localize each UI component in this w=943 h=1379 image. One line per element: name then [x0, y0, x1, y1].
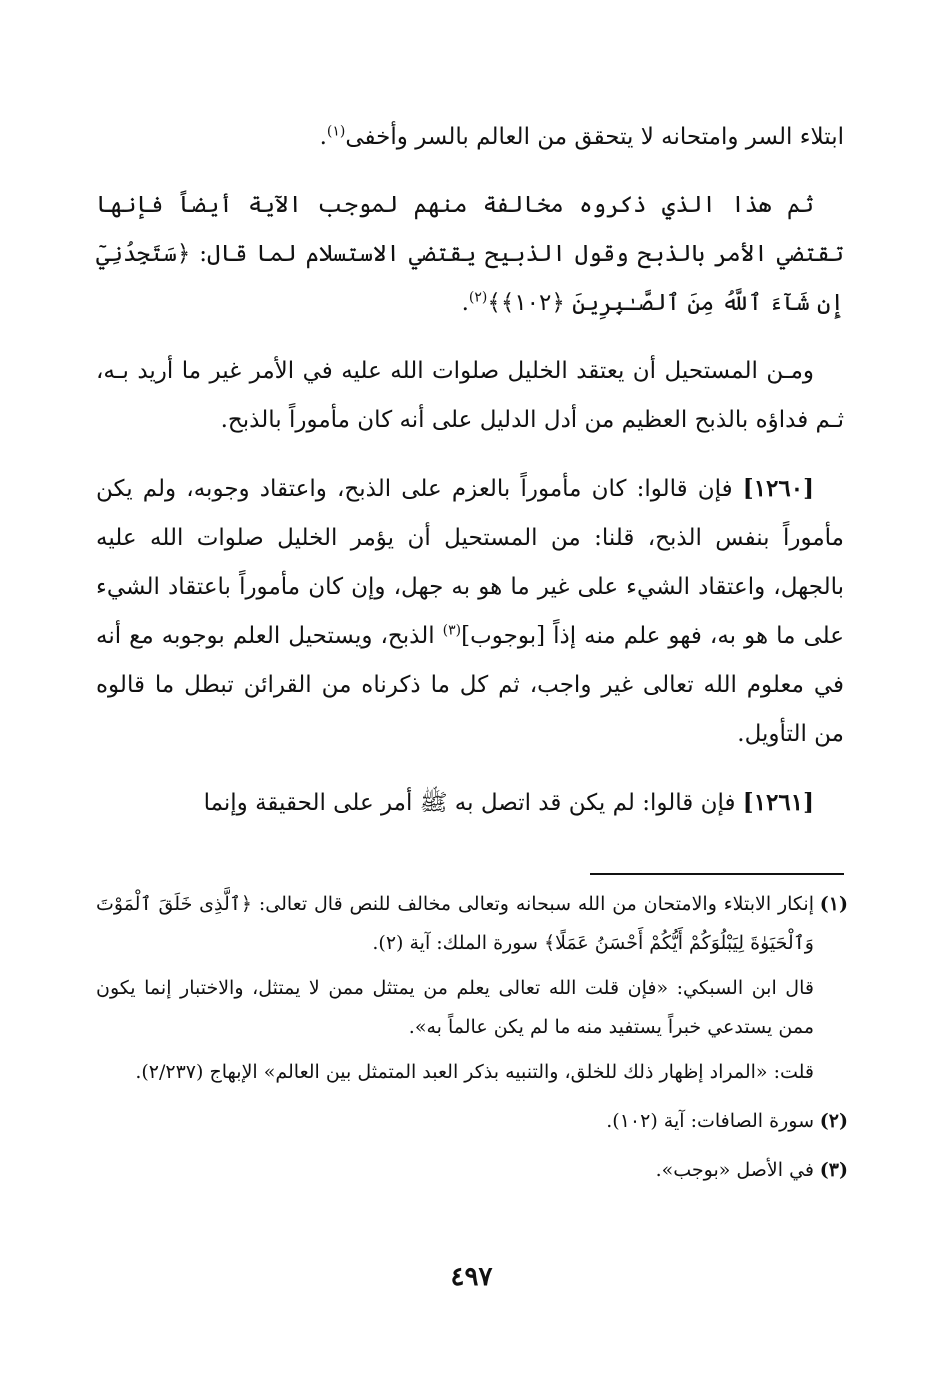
paragraph-1261	[96, 778, 844, 828]
footnote-mark-2: (٢)	[819, 1110, 848, 1132]
paragraph-1260	[96, 464, 844, 759]
footnote-2-line-1: سورة الصافات: آية (١٠٢).	[606, 1110, 814, 1132]
paragraph-1260-text-b: الذبح، ويستحيل العلم بوجوبه مع أنه في معلوم الله تعالى غير واجب، ثم كل ما ذكرناه من القرائن تبطل ما قالوه من التأويل.	[96, 623, 844, 747]
footnote-1-line-2: قال ابن السبكي: «فإن قلت الله تعالى يعلم من يمتثل ممن لا يمتثل، والاختبار إنما يكون ممن يستدعي خبراً يستفيد منه ما لم يكن عالماً به».	[96, 977, 814, 1038]
paragraph-number-1260: [١٢٦٠]	[742, 475, 814, 502]
paragraph-2-text: ثم هذا الذي ذكروه مخالفة منهم لموجب الآية أيضاً فإنها تقتضي الأمر بالذبح وقول الذبيح يقتضي الاستسلام لما قال: ﴿سَتَجِدُنِيٓ إِن شَآءَ ٱللَّهُ مِنَ ٱلصَّـٰبِرِينَ ﴿١٠٢﴾﴾	[96, 192, 844, 316]
main-text	[96, 113, 844, 847]
footnote-ref-3[interactable]: (٣)	[442, 622, 462, 639]
paragraph-3-text: ومـن المستحيل أن يعتقد الخليل صلوات الله عليه في الأمر غير ما أريد بـه، ثـم فداؤه بالذبح العظيم من أدل الدليل على أنه كان مأموراً بالذبح.	[96, 358, 844, 433]
footnote-1-line-1: إنكار الابتلاء والامتحان من الله سبحانه وتعالى مخالف للنص قال تعالى: ﴿ٱلَّذِى خَلَقَ ٱلْمَوْتَ وَٱلْحَيَوٰةَ لِيَبْلُوَكُمْ أَيُّكُمْ أَحْسَنُ عَمَلًا﴾ سورة الملك: آية (٢).	[96, 893, 814, 954]
footnote-divider	[590, 873, 844, 875]
footnote-3	[96, 1151, 848, 1196]
footnote-mark-1: (١)	[819, 893, 848, 915]
footnote-ref-1[interactable]: (١)	[326, 123, 346, 140]
footnote-ref-2[interactable]: (٢)	[468, 289, 488, 306]
paragraph-1-tail: .	[319, 124, 327, 150]
paragraph-number-1261: [١٢٦١]	[742, 789, 814, 816]
footnote-3-line-1: في الأصل «بوجب».	[655, 1159, 814, 1181]
footnote-1-body	[96, 885, 814, 1098]
page-number: ٤٩٧	[450, 1262, 493, 1292]
paragraph-2	[96, 181, 844, 328]
footnote-1	[96, 885, 848, 1098]
paragraph-1-text: ابتلاء السر وامتحانه لا يتحقق من العالم بالسر وأخفى	[345, 124, 844, 150]
footnote-1-line-3: قلت: «المراد إظهار ذلك للخلق، والتنبيه بذكر العبد المتمثل بين العالم» الإبهاج (٢/٢٣٧).	[135, 1061, 814, 1083]
footnotes	[96, 885, 848, 1200]
paragraph-1	[96, 113, 844, 162]
paragraph-1261-text: فإن قالوا: لم يكن قد اتصل به ﷺ أمر على الحقيقة وإنما	[203, 790, 736, 816]
footnote-mark-3: (٣)	[819, 1159, 848, 1181]
paragraph-1260-text-a: فإن قالوا: كان مأموراً بالعزم على الذبح، واعتقاد وجوبه، ولم يكن مأموراً بنفس الذبح، قلنا: من المستحيل أن يؤمر الخليل صلوات الله عليه بالجهل، واعتقاد الشيء على غير ما هو به جهل، وإن كان مأموراً باعتقاد الشيء على ما هو به، فهو علم منه إذاً [بوجوب]	[96, 476, 844, 649]
footnote-3-body	[96, 1151, 814, 1196]
footnote-2-body	[96, 1102, 814, 1147]
paragraph-2-tail: .	[461, 290, 469, 316]
footnote-2	[96, 1102, 848, 1147]
paragraph-3	[96, 347, 844, 445]
